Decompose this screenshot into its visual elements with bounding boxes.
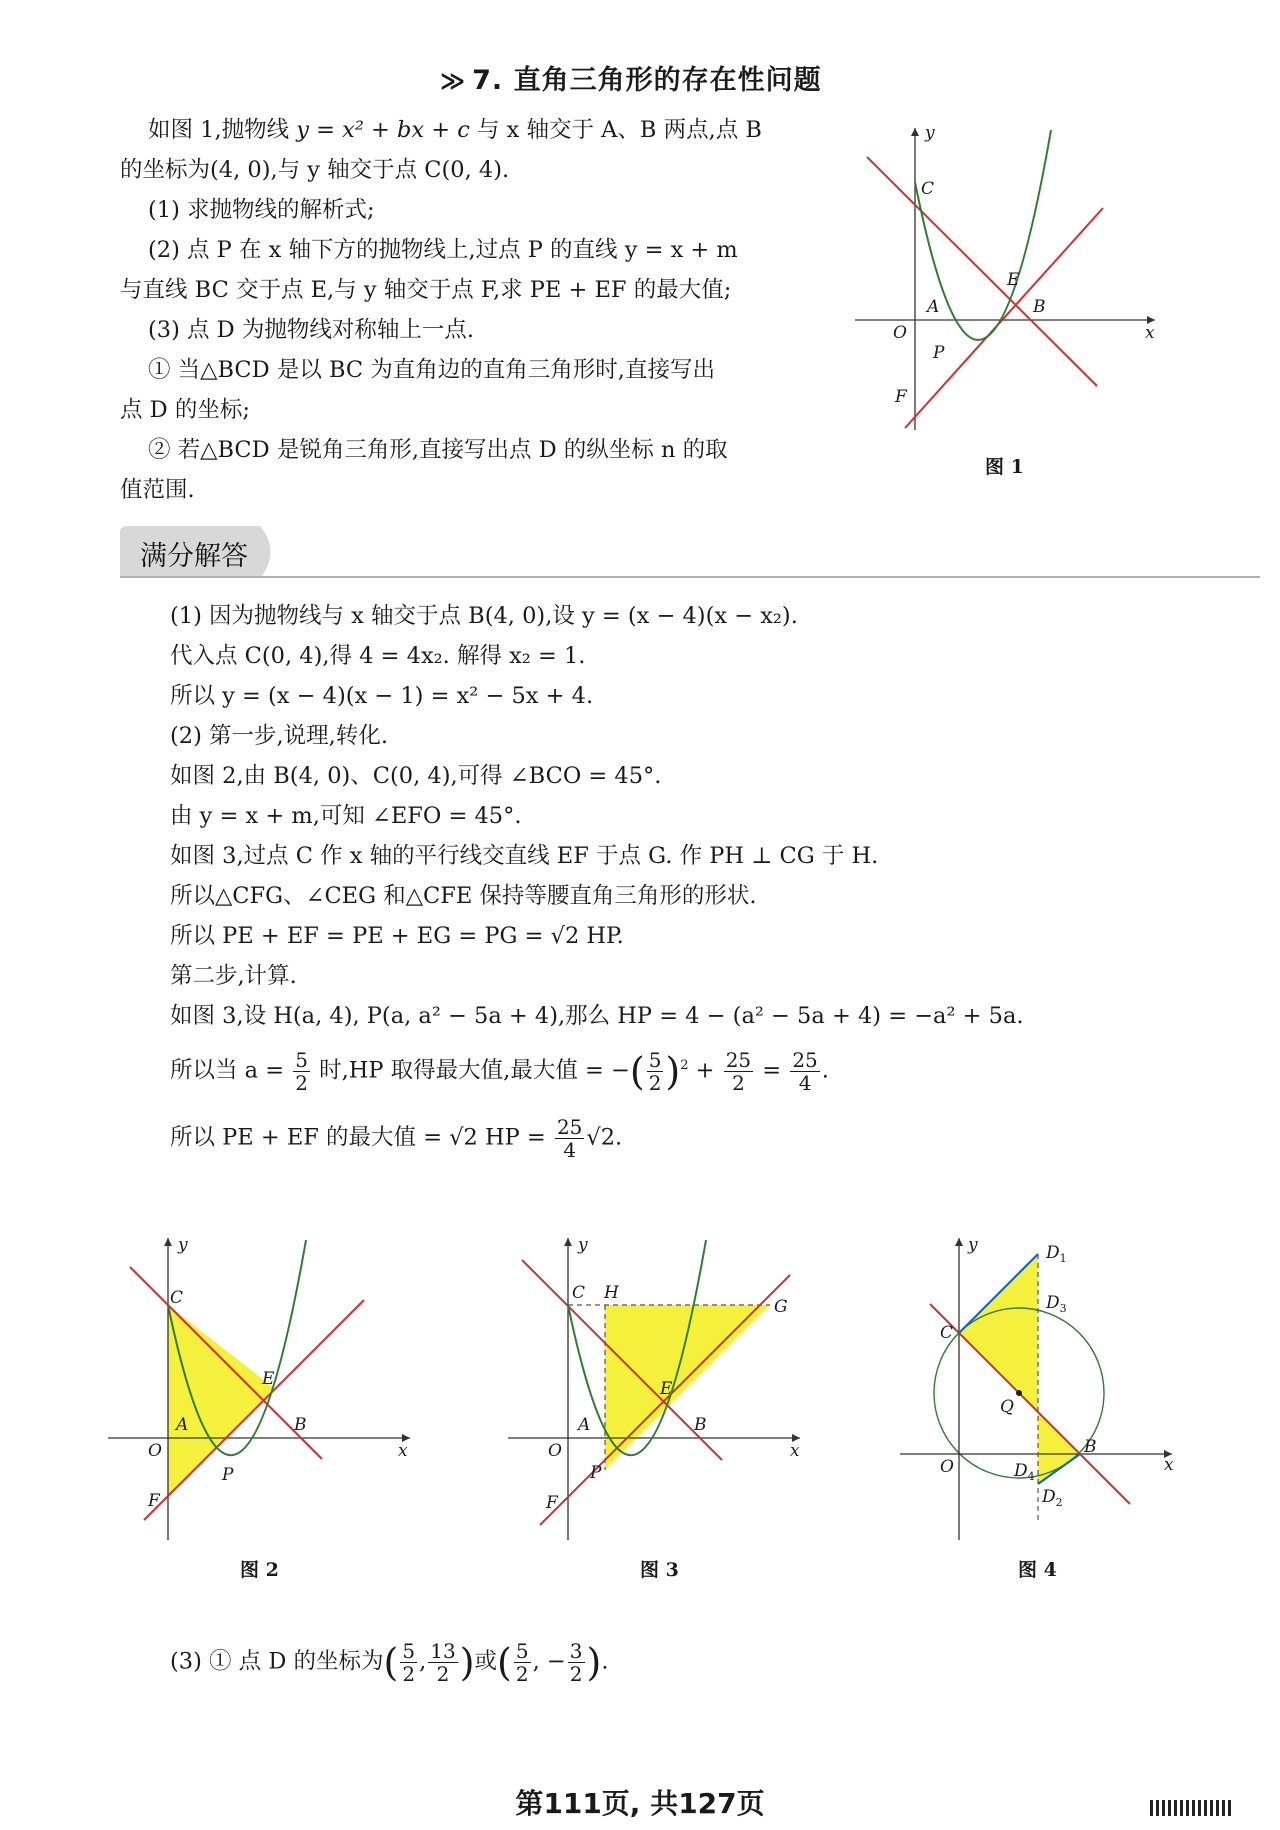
figure-4-caption: 图 4 bbox=[1018, 1559, 1057, 1581]
label-f: F bbox=[546, 1493, 558, 1513]
fraction: $\frac{25}{4}$ bbox=[792, 1048, 818, 1095]
label-d1: $D_1$ bbox=[1046, 1243, 1067, 1265]
fraction: $\frac{13}{2}$ bbox=[430, 1639, 456, 1686]
label-c: C bbox=[921, 179, 935, 199]
triangle-cfe bbox=[168, 1305, 274, 1497]
solution-line-12: 所以当 a = $\frac{5}{2}$ 时,HP 取得最大值,最大值 = −( $\frac{5}{2}$ )$^2$ + $\frac{25}{2}$ = $\frac{25}{4}$ . bbox=[170, 1048, 829, 1095]
label-o: O bbox=[148, 1441, 162, 1461]
label-y: y bbox=[968, 1235, 978, 1255]
label-q: Q bbox=[1000, 1397, 1014, 1417]
label-d2: $D_2$ bbox=[1042, 1487, 1063, 1509]
fraction: $\frac{25}{4}$ bbox=[556, 1115, 583, 1162]
question-3-1b: 点 D 的坐标; bbox=[120, 397, 250, 423]
question-3-2b: 值范围. bbox=[120, 477, 195, 503]
fraction: $\frac{25}{2}$ bbox=[725, 1048, 752, 1095]
label-x: x bbox=[1164, 1455, 1174, 1475]
label-g: G bbox=[774, 1297, 788, 1317]
label-c: C bbox=[170, 1288, 184, 1308]
fraction: $\frac{5}{2}$ bbox=[402, 1639, 416, 1686]
solution-line-2: 代入点 C(0, 4),得 4 = 4x₂. 解得 x₂ = 1. bbox=[170, 643, 586, 669]
label-c: C bbox=[572, 1283, 586, 1303]
label-p: P bbox=[933, 343, 945, 363]
label-a: A bbox=[927, 297, 940, 317]
figure-3 bbox=[500, 1230, 820, 1550]
page-footer: 第111页, 共127页 bbox=[515, 1787, 765, 1820]
solution-line-5: 如图 2,由 B(4, 0)、C(0, 4),可得 ∠BCO = 45°. bbox=[170, 763, 662, 789]
fraction: $\frac{5}{2}$ bbox=[295, 1048, 308, 1095]
label-o: O bbox=[893, 323, 907, 343]
section-title bbox=[440, 58, 822, 97]
label-d3: $D_3$ bbox=[1046, 1293, 1067, 1315]
label-x: x bbox=[790, 1441, 800, 1461]
y-axis-arrow bbox=[955, 1238, 963, 1246]
question-3-2a: ② 若△BCD 是锐角三角形,直接写出点 D 的纵坐标 n 的取 bbox=[148, 437, 728, 463]
label-y: y bbox=[925, 123, 935, 143]
label-f: F bbox=[895, 387, 907, 407]
line-bc bbox=[867, 157, 1097, 386]
solution-line-11: 如图 3,设 H(a, 4), P(a, a² − 5a + 4),那么 HP = 4 − (a² − 5a + 4) = −a² + 5a. bbox=[170, 1003, 1024, 1029]
question-3-1a: ① 当△BCD 是以 BC 为直角边的直角三角形时,直接写出 bbox=[148, 357, 715, 383]
label-y: y bbox=[178, 1235, 188, 1255]
figure-1-caption: 图 1 bbox=[985, 456, 1024, 478]
label-p: P bbox=[222, 1465, 234, 1485]
label-b: B bbox=[294, 1415, 307, 1435]
scroll-indicator-icon bbox=[1150, 1798, 1240, 1818]
section-title-text: 7. 直角三角形的存在性问题 bbox=[472, 65, 822, 96]
y-axis-arrow bbox=[911, 128, 919, 136]
solution-line-8: 所以△CFG、∠CEG 和△CFE 保持等腰直角三角形的形状. bbox=[170, 883, 757, 909]
banner-label: 满分解答 bbox=[140, 541, 248, 572]
label-e: E bbox=[1007, 270, 1020, 290]
solution-line-1: (1) 因为抛物线与 x 轴交于点 B(4, 0),设 y = (x − 4)(x − x₂). bbox=[170, 603, 798, 629]
label-d4: $D_4$ bbox=[1014, 1461, 1035, 1483]
label-o: O bbox=[548, 1441, 562, 1461]
line-ef bbox=[905, 208, 1103, 428]
problem-line-1: 如图 1,抛物线 y = x² + bx + c 与 x 轴交于 A、B 两点,点 B bbox=[148, 117, 762, 143]
point-q bbox=[1016, 1390, 1022, 1396]
solution-line-14: (3) ① 点 D 的坐标为( $\frac{5}{2}$ , $\frac{13}{2}$ )或( $\frac{5}{2}$ , − $\frac{3}{2}$ ). bbox=[170, 1639, 609, 1686]
label-c: C bbox=[940, 1323, 954, 1343]
question-2a: (2) 点 P 在 x 轴下方的抛物线上,过点 P 的直线 y = x + m bbox=[148, 237, 738, 263]
fraction: $\frac{3}{2}$ bbox=[569, 1639, 583, 1686]
solution-line-10: 第二步,计算. bbox=[170, 963, 297, 989]
fraction: $\frac{5}{2}$ bbox=[648, 1048, 662, 1095]
figure-3-caption: 图 3 bbox=[640, 1559, 679, 1581]
y-axis-arrow bbox=[564, 1238, 572, 1246]
solution-line-6: 由 y = x + m,可知 ∠EFO = 45°. bbox=[170, 803, 522, 829]
label-e: E bbox=[660, 1379, 673, 1399]
label-x: x bbox=[398, 1441, 408, 1461]
question-2b: 与直线 BC 交于点 E,与 y 轴交于点 F,求 PE + EF 的最大值; bbox=[120, 277, 732, 303]
fraction: $\frac{5}{2}$ bbox=[515, 1639, 529, 1686]
label-b: B bbox=[1033, 297, 1046, 317]
figure-2 bbox=[100, 1230, 430, 1550]
label-a: A bbox=[176, 1415, 189, 1435]
label-b: B bbox=[1084, 1437, 1097, 1457]
section-marker: ≫ bbox=[440, 67, 467, 95]
label-f: F bbox=[148, 1491, 160, 1511]
label-y: y bbox=[578, 1235, 588, 1255]
figure-1 bbox=[845, 120, 1165, 450]
question-1: (1) 求抛物线的解析式; bbox=[148, 197, 375, 223]
solution-line-4: (2) 第一步,说理,转化. bbox=[170, 723, 388, 749]
figure-2-caption: 图 2 bbox=[240, 1559, 279, 1581]
label-o: O bbox=[940, 1457, 954, 1477]
y-axis-arrow bbox=[164, 1238, 172, 1246]
question-3: (3) 点 D 为抛物线对称轴上一点. bbox=[148, 317, 475, 343]
label-e: E bbox=[262, 1369, 275, 1389]
solution-line-7: 如图 3,过点 C 作 x 轴的平行线交直线 EF 于点 G. 作 PH ⊥ CG 于 H. bbox=[170, 843, 879, 869]
solution-line-3: 所以 y = (x − 4)(x − 1) = x² − 5x + 4. bbox=[170, 683, 594, 709]
label-x: x bbox=[1145, 323, 1155, 343]
label-b: B bbox=[694, 1415, 707, 1435]
figure-4 bbox=[890, 1230, 1180, 1550]
solution-line-13: 所以 PE + EF 的最大值 = √2 HP = $\frac{25}{4}$ √2. bbox=[170, 1115, 623, 1162]
solution-line-9: 所以 PE + EF = PE + EG = PG = √2 HP. bbox=[170, 923, 624, 949]
label-p: P bbox=[590, 1463, 602, 1483]
label-a: A bbox=[578, 1415, 591, 1435]
label-h: H bbox=[604, 1283, 619, 1303]
banner-divider bbox=[120, 576, 1260, 578]
problem-line-2: 的坐标为(4, 0),与 y 轴交于点 C(0, 4). bbox=[120, 157, 510, 183]
